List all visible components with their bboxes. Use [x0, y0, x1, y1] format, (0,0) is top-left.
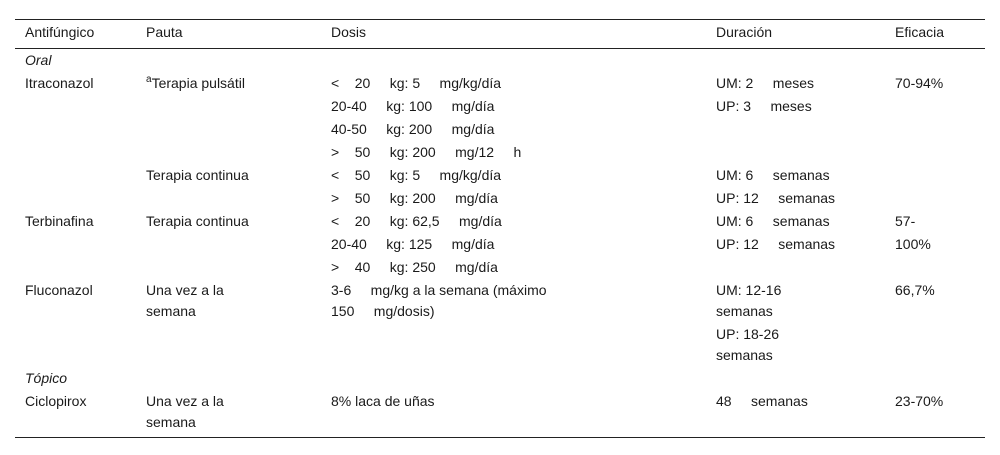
- regimen-line: Una vez a la: [146, 282, 224, 298]
- dose-line: > 50 kg: 200 mg/12 h: [331, 144, 522, 160]
- dose-line: > 50 kg: 200 mg/día: [331, 190, 498, 206]
- header-eficacia: Eficacia: [895, 24, 945, 40]
- dose-line: < 50 kg: 5 mg/kg/día: [331, 167, 502, 183]
- efficacy-itraconazol: 70-94%: [895, 75, 944, 91]
- dose-line: < 20 kg: 62,5 mg/día: [331, 213, 502, 229]
- duration-line: UM: 6 semanas: [716, 167, 830, 183]
- efficacy-line: 57-: [895, 213, 916, 229]
- regimen-line: semana: [146, 303, 196, 319]
- drug-itraconazol: Itraconazol: [25, 75, 94, 91]
- duration-line: UP: 12 semanas: [716, 190, 836, 206]
- dose-line: 3-6 mg/kg a la semana (máximo: [331, 282, 547, 298]
- regimen-itraconazol-pulse: [146, 72, 245, 95]
- efficacy-ciclopirox: 23-70%: [895, 393, 944, 409]
- footnote-marker: a: [146, 74, 152, 85]
- drug-fluconazol: Fluconazol: [25, 282, 93, 298]
- duration-line: UP: 3 meses: [716, 98, 812, 114]
- regimen-label: Terapia pulsátil: [151, 75, 245, 91]
- drug-ciclopirox: Ciclopirox: [25, 393, 87, 409]
- duration-ciclopirox: 48 semanas: [716, 393, 808, 409]
- dose-line: > 40 kg: 250 mg/día: [331, 259, 498, 275]
- regimen-terbinafina: Terapia continua: [146, 213, 249, 229]
- section-topico: Tópico: [25, 370, 68, 386]
- drug-terbinafina: Terbinafina: [25, 213, 94, 229]
- efficacy-fluconazol: 66,7%: [895, 282, 935, 298]
- header-duracion: Duración: [716, 24, 773, 40]
- header-rule: [15, 48, 985, 49]
- duration-line: UM: 2 meses: [716, 75, 815, 91]
- duration-line: semanas: [716, 347, 773, 363]
- section-oral: Oral: [25, 52, 52, 68]
- top-rule: [15, 19, 985, 20]
- duration-line: UP: 18-26: [716, 326, 780, 342]
- dose-line: 20-40 kg: 100 mg/día: [331, 98, 495, 114]
- header-dosis: Dosis: [331, 24, 367, 40]
- duration-line: semanas: [716, 303, 773, 319]
- duration-line: UM: 12-16: [716, 282, 782, 298]
- efficacy-line: 100%: [895, 236, 931, 252]
- dose-line: 20-40 kg: 125 mg/día: [331, 236, 495, 252]
- dose-line: < 20 kg: 5 mg/kg/día: [331, 75, 502, 91]
- regimen-line: semana: [146, 414, 196, 430]
- regimen-itraconazol-continuous: Terapia continua: [146, 167, 249, 183]
- regimen-line: Una vez a la: [146, 393, 224, 409]
- dose-line: 40-50 kg: 200 mg/día: [331, 121, 495, 137]
- duration-line: UM: 6 semanas: [716, 213, 830, 229]
- bottom-rule: [15, 437, 985, 438]
- dose-ciclopirox: 8% laca de uñas: [331, 393, 435, 409]
- header-pauta: Pauta: [146, 24, 183, 40]
- dose-line: 150 mg/dosis): [331, 303, 435, 319]
- duration-line: UP: 12 semanas: [716, 236, 836, 252]
- header-antifungico: Antifúngico: [25, 24, 95, 40]
